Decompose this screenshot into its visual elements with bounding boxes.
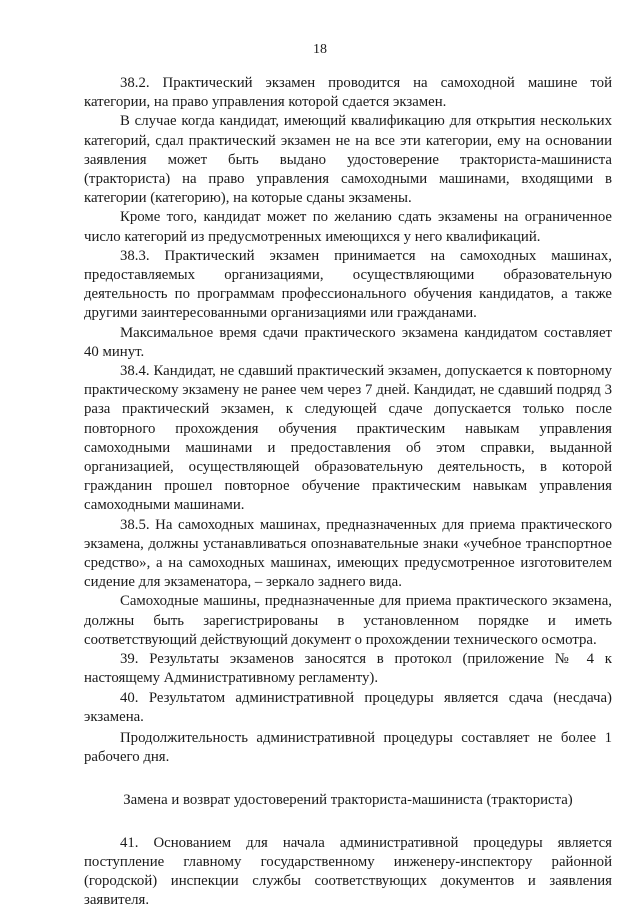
paragraph-38-3: 38.3. Практический экзамен принимается на самоходных машинах, предоставляемых организациями, осуществляющими образовательную деятельность по программам профессионального обучения кандидатов, а также другими заинтересованными организациями или гражданами. — [84, 247, 612, 322]
paragraph-38-5-registration: Самоходные машины, предназначенные для приема практического экзамена, должны быть зарегистрированы в установленном порядке и иметь соответствующий действующий документ о прохождении технического осмотра. — [84, 593, 612, 648]
section-heading: Замена и возврат удостоверений тракториста-машиниста (тракториста) — [123, 792, 573, 809]
paragraph-38-3-max-time: Максимальное время сдачи практического экзамена кандидатом составляет 40 минут. — [84, 324, 612, 360]
paragraph-38-4: 38.4. Кандидат, не сдавший практический экзамен, допускается к повторному практическому экзамену не ранее чем через 7 дней. Кандидат, не сдавший подряд 3 раза практический экзамен, к следующей сдаче допускается только после повторного прохождения обучения практическим навыкам управления самоходными машинами и предоставления об этом справки, выданной организацией, осуществляющей образовательную деятельность, в которой гражданин прошел повторное обучение практическим навыкам управления самоходными машинами. — [84, 363, 612, 514]
paragraph-40-duration: Продолжительность административной процедуры составляет не более 1 рабочего дня. — [84, 729, 612, 766]
document-body — [84, 74, 612, 910]
paragraph-41: 41. Основанием для начала административной процедуры является поступление главному государственному инженеру-инспектору районной (городской) инспекции службы соответствующих документов и заявления заявителя. — [84, 834, 612, 909]
paragraph-39: 39. Результаты экзаменов заносятся в протокол (приложение № 4 к настоящему Административному регламенту). — [84, 651, 612, 687]
paragraph-38-5: 38.5. На самоходных машинах, предназначенных для приема практического экзамена, должны устанавливаться опознавательные знаки «учебное транспортное средство», а на самоходных машинах, имеющих предусмотренное изготовителем сидение для экзаменатора, – зеркало заднего вида. — [84, 516, 612, 591]
paragraph-38-2-multiple-categories: В случае когда кандидат, имеющий квалификацию для открытия нескольких категорий, сдал практический экзамен не на все эти категории, ему на основании заявления может быть выдано удостоверение тракториста-машиниста (тракториста) на право управления самоходными машинами, входящими в категории (категорию), на которые сданы экзамены. — [84, 113, 612, 207]
paragraph-38-2-limited-categories: Кроме того, кандидат может по желанию сдать экзамены на ограниченное число категорий из предусмотренных имеющихся у него квалификаций. — [84, 209, 612, 245]
paragraph-38-2: 38.2. Практический экзамен проводится на самоходной машине той категории, на право управления которой сдается экзамен. — [84, 75, 612, 111]
page-number: 18 — [313, 42, 327, 57]
paragraph-40: 40. Результатом административной процедуры является сдача (несдача) экзамена. — [84, 689, 612, 725]
